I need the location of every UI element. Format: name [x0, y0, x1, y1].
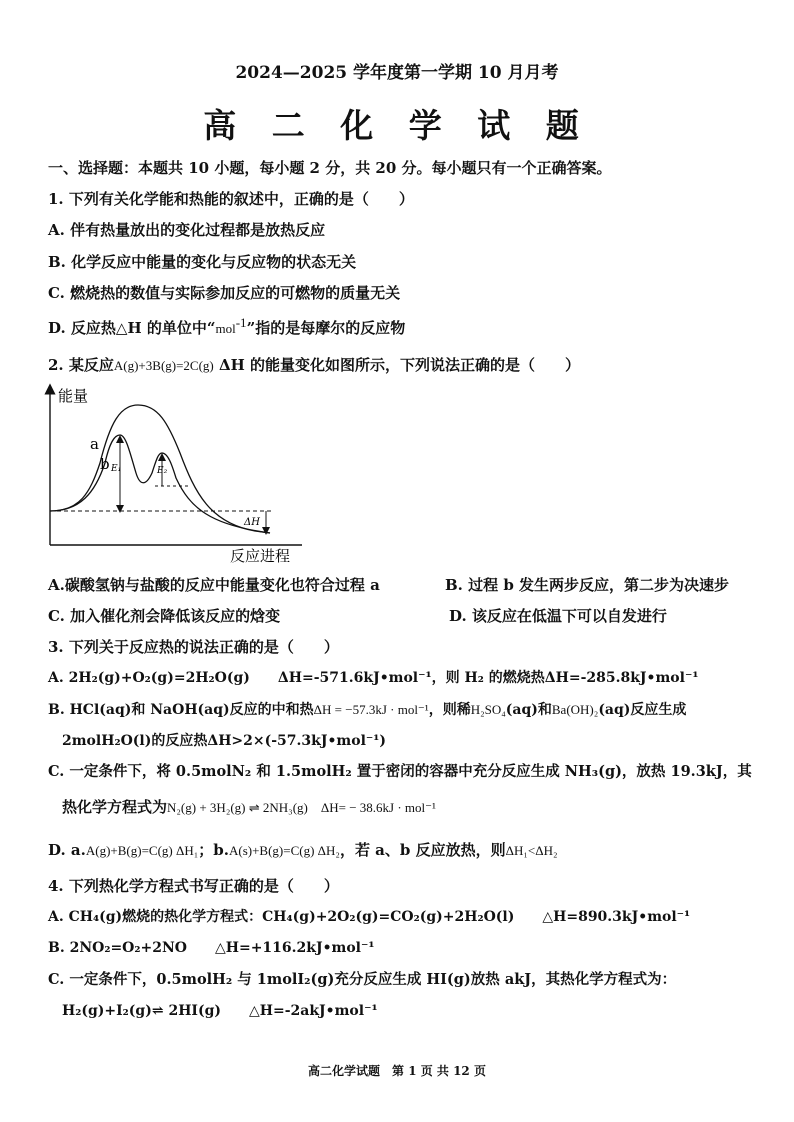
q3-option-b: [48, 700, 686, 720]
q3-d-post: ，若 a、b 反应放热，则: [339, 841, 506, 859]
q1-d-unit-sup: -1: [235, 315, 247, 330]
q3-c-formula: N₂(g) + 3H₂(g) ⇌ 2NH₃(g) ΔH= − 38.6kJ · mol⁻¹: [167, 800, 436, 815]
q2-stem-post: ΔH 的能量变化如图所示，下列说法正确的是（ ）: [213, 356, 581, 374]
q4-stem: 4. 下列热化学方程式书写正确的是（ ）: [48, 877, 339, 895]
q3-b-formula-1: ΔH = −57.3kJ · mol⁻¹: [313, 702, 429, 717]
label-a: a: [90, 435, 99, 453]
q3-b-2: ，则稀: [428, 702, 471, 718]
q1-option-a: A. 伴有热量放出的变化过程都是放热反应: [48, 221, 326, 239]
subject-title: 高 二 化 学 试 题: [203, 106, 591, 145]
q1-option-b: B. 化学反应中能量的变化与反应物的状态无关: [48, 253, 357, 271]
q2-stem: [48, 355, 580, 376]
y-axis-label: 能量: [58, 387, 89, 405]
exam-title: 2024—2025 学年度第一学期 10 月月考: [235, 63, 559, 83]
q3-option-b-line2: 2molH₂O(l)的反应热ΔH>2×(-57.3kJ•mol⁻¹): [62, 733, 387, 749]
q4-option-a: A. CH₄(g)燃烧的热化学方程式：CH₄(g)+2O₂(g)=CO₂(g)+2H₂O(l) △H=890.3kJ•mol⁻¹: [48, 909, 691, 925]
label-dh: ΔH: [244, 517, 260, 528]
x-axis-label: 反应进程: [230, 547, 291, 565]
curve-b: [50, 435, 270, 533]
q3-b-1: B. HCl(aq)和 NaOH(aq)反应的中和热: [48, 702, 314, 718]
q3-c-pre: 热化学方程式为: [62, 798, 168, 816]
q3-b-formula-3: Ba(OH)₂: [551, 702, 599, 717]
q3-d-formula-1: A(g)+B(g)=C(g) ΔH₁: [85, 843, 199, 858]
q2-option-d: D. 该反应在低温下可以自发进行: [449, 607, 667, 625]
label-e2: E₂: [157, 466, 168, 476]
q3-b-formula-2: H₂SO₄: [470, 702, 506, 717]
q3-d-formula-2: A(s)+B(g)=C(g) ΔH₂: [228, 843, 340, 858]
q4-option-c-line1: C. 一定条件下，0.5molH₂ 与 1molI₂(g)充分反应生成 HI(g)放热 akJ，其热化学方程式为：: [48, 971, 677, 988]
q2-stem-pre: 2. 某反应: [48, 356, 114, 374]
q1-d-unit: mol: [215, 321, 236, 336]
q1-stem: 1. 下列有关化学能和热能的叙述中，正确的是（ ）: [48, 190, 414, 208]
energy-diagram: [40, 383, 320, 568]
q3-option-d: [48, 840, 558, 861]
q2-option-c: C. 加入催化剂会降低该反应的焓变: [48, 607, 281, 625]
q4-option-c-line2: H₂(g)+I₂(g)⇌ 2HI(g) △H=-2akJ•mol⁻¹: [62, 1003, 378, 1019]
q4-option-b: B. 2NO₂=O₂+2NO △H=+116.2kJ•mol⁻¹: [48, 940, 375, 956]
q3-option-c-line1: C. 一定条件下，将 0.5molN₂ 和 1.5molH₂ 置于密闭的容器中充分反应生成 NH₃(g)，放热 19.3kJ，其: [48, 763, 752, 780]
q3-d-formula-3: ΔH₁<ΔH₂: [505, 843, 558, 858]
q3-d-pre: D. a.: [48, 841, 86, 859]
q1-option-c: C. 燃烧热的数值与实际参加反应的可燃物的质量无关: [48, 284, 401, 302]
q3-option-c-line2: [62, 797, 436, 818]
q1-d-post: ”指的是每摩尔的反应物: [246, 319, 406, 337]
label-b: b: [100, 455, 110, 473]
q1-d-pre: D. 反应热△H 的单位中“: [48, 319, 216, 337]
q3-stem: 3. 下列关于反应热的说法正确的是（ ）: [48, 638, 339, 656]
q3-b-4: (aq)反应生成: [598, 702, 687, 718]
q3-option-a: A. 2H₂(g)+O₂(g)=2H₂O(g) ΔH=-571.6kJ•mol⁻¹，则 H₂ 的燃烧热ΔH=-285.8kJ•mol⁻¹: [48, 670, 699, 686]
q3-b-3: (aq)和: [505, 702, 552, 718]
q2-option-b: B. 过程 b 发生两步反应，第二步为决速步: [445, 576, 730, 594]
q3-d-mid: ；b.: [198, 841, 229, 859]
section-heading: 一、选择题：本题共 10 小题，每小题 2 分，共 20 分。每小题只有一个正确答案。: [48, 159, 612, 177]
label-e1: E₁: [111, 464, 122, 474]
q1-option-d: [48, 315, 406, 339]
q2-stem-formula: A(g)+3B(g)=2C(g): [113, 358, 214, 373]
q2-option-a: A.碳酸氢钠与盐酸的反应中能量变化也符合过程 a: [48, 576, 380, 594]
page-footer: 高二化学试题 第 1 页 共 12 页: [308, 1064, 486, 1078]
